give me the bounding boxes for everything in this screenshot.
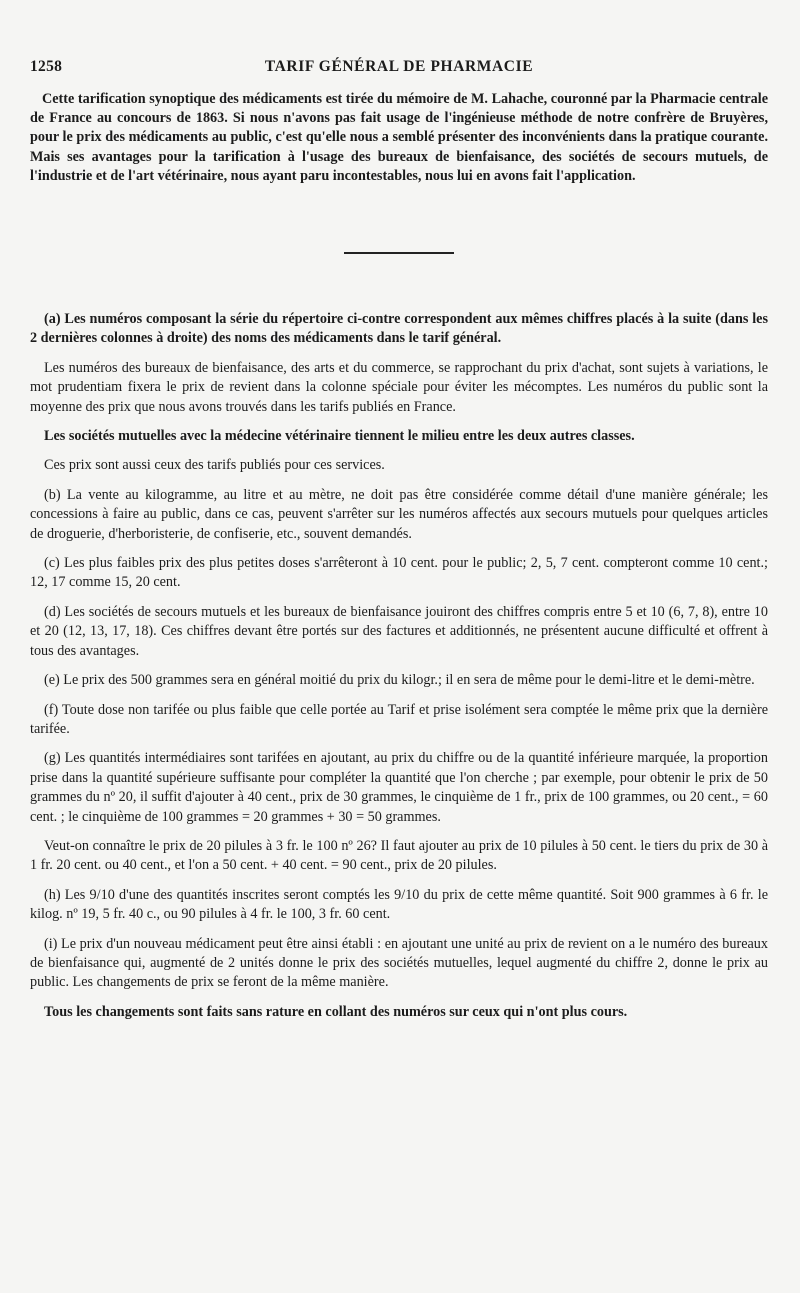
page-header	[30, 58, 768, 76]
section-divider	[344, 252, 454, 254]
page	[30, 58, 768, 1032]
note-paragraph: Tous les changements sont faits sans rature en collant des numéros sur ceux qui n'ont plus cours.	[44, 1003, 628, 1020]
note-paragraph: Les sociétés mutuelles avec la médecine vétérinaire tiennent le milieu entre les deux autres classes.	[44, 428, 635, 445]
note-i: (i) Le prix d'un nouveau médicament peut être ainsi établi : en ajoutant une unité au prix de revient on a le numéro des bureaux de bienfaisance qui, augmenté de 2 unités donne le prix des sociétés mutuelles, lequel augmenté du chiffre 2, donne le prix au public. Les changements de prix se feront de la même manière.	[30, 935, 768, 991]
notes-section	[30, 310, 768, 1022]
note-paragraph: Les numéros des bureaux de bienfaisance, des arts et du commerce, se rapprochant du prix d'achat, sont sujets à variations, le mot prudentiam fixera le prix de revient dans la colonne spéciale pour éviter les mécomptes. Les numéros du public sont la moyenne des prix que nous avons trouvés dans les tarifs publiés en France.	[30, 359, 768, 415]
note-f: (f) Toute dose non tarifée ou plus faible que celle portée au Tarif et prise isolément sera comptée le même prix que la dernière tarifée.	[30, 701, 768, 737]
note-paragraph: Ces prix sont aussi ceux des tarifs publiés pour ces services.	[44, 457, 385, 474]
note-b: (b) La vente au kilogramme, au litre et au mètre, ne doit pas être considérée comme détail d'une manière générale; les concessions à faire au public, dans ce cas, peuvent s'arrêter sur les numéros affectés aux secours mutuels pour quelques articles de droguerie, d'herboristerie, de confiserie, etc., souvent demandés.	[30, 486, 768, 542]
page-number: 1258	[30, 58, 63, 75]
note-a: (a) Les numéros composant la série du répertoire ci-contre correspondent aux mêmes chiffres placés à la suite (dans les 2 dernières colonnes à droite) des noms des médicaments dans le tarif général.	[30, 311, 768, 347]
note-g: (g) Les quantités intermédiaires sont tarifées en ajoutant, au prix du chiffre ou de la quantité inférieure marquée, la proportion prise dans la quantité supérieure suffisante pour compléter la quantité que l'on cherche ; par exemple, pour obtenir le prix de 50 grammes du nº 20, il suffit d'ajouter à 40 cent., prix de 30 grammes, le cinquième de 1 fr., prix de 100 grammes, ou 20 cent., = 60 cent. ; le cinquième de 100 grammes = 20 grammes + 30 = 50 grammes.	[30, 750, 768, 825]
intro-paragraph: Cette tarification synoptique des médicaments est tirée du mémoire de M. Lahache, couronné par la Pharmacie centrale de France au concours de 1863. Si nous n'avons pas fait usage de l'ingénieuse méthode de notre confrère de Bruyères, pour le prix des médicaments au public, c'est qu'elle nous a semblé présenter des inconvénients dans la pratique courante. Mais ses avantages pour la tarification à l'usage des bureaux de bienfaisance, des sociétés de secours mutuels, de l'industrie et de l'art vétérinaire, nous ayant paru incontestables, nous lui en avons fait l'application.	[30, 91, 768, 184]
note-e: (e) Le prix des 500 grammes sera en général moitié du prix du kilogr.; il en sera de même pour le demi-litre et le demi-mètre.	[44, 672, 755, 689]
note-d: (d) Les sociétés de secours mutuels et les bureaux de bienfaisance jouiront des chiffres compris entre 5 et 10 (6, 7, 8), entre 10 et 20 (12, 13, 17, 18). Ces chiffres devant être portés sur des factures et additionnés, ne présentent aucune difficulté et offrent à tous des avantages.	[30, 603, 768, 659]
note-c: (c) Les plus faibles prix des plus petites doses s'arrêteront à 10 cent. pour le public; 2, 5, 7 cent. compteront comme 10 cent.; 12, 17 comme 15, 20 cent.	[30, 555, 768, 591]
note-paragraph: Veut-on connaître le prix de 20 pilules à 3 fr. le 100 nº 26? Il faut ajouter au prix de 10 pilules à 50 cent. le tiers du prix de 30 à 1 fr. 20 cent. ou 40 cent., et l'on a 50 cent. + 40 cent. = 90 cent., prix de 20 pilules.	[30, 837, 768, 874]
note-h: (h) Les 9/10 d'une des quantités inscrites seront comptés les 9/10 du prix de cette même quantité. Soit 900 grammes à 6 fr. le kilog. nº 19, 5 fr. 40 c., ou 90 pilules à 4 fr. le 100, 3 fr. 60 cent.	[30, 886, 768, 923]
page-title: TARIF GÉNÉRAL DE PHARMACIE	[264, 58, 534, 75]
